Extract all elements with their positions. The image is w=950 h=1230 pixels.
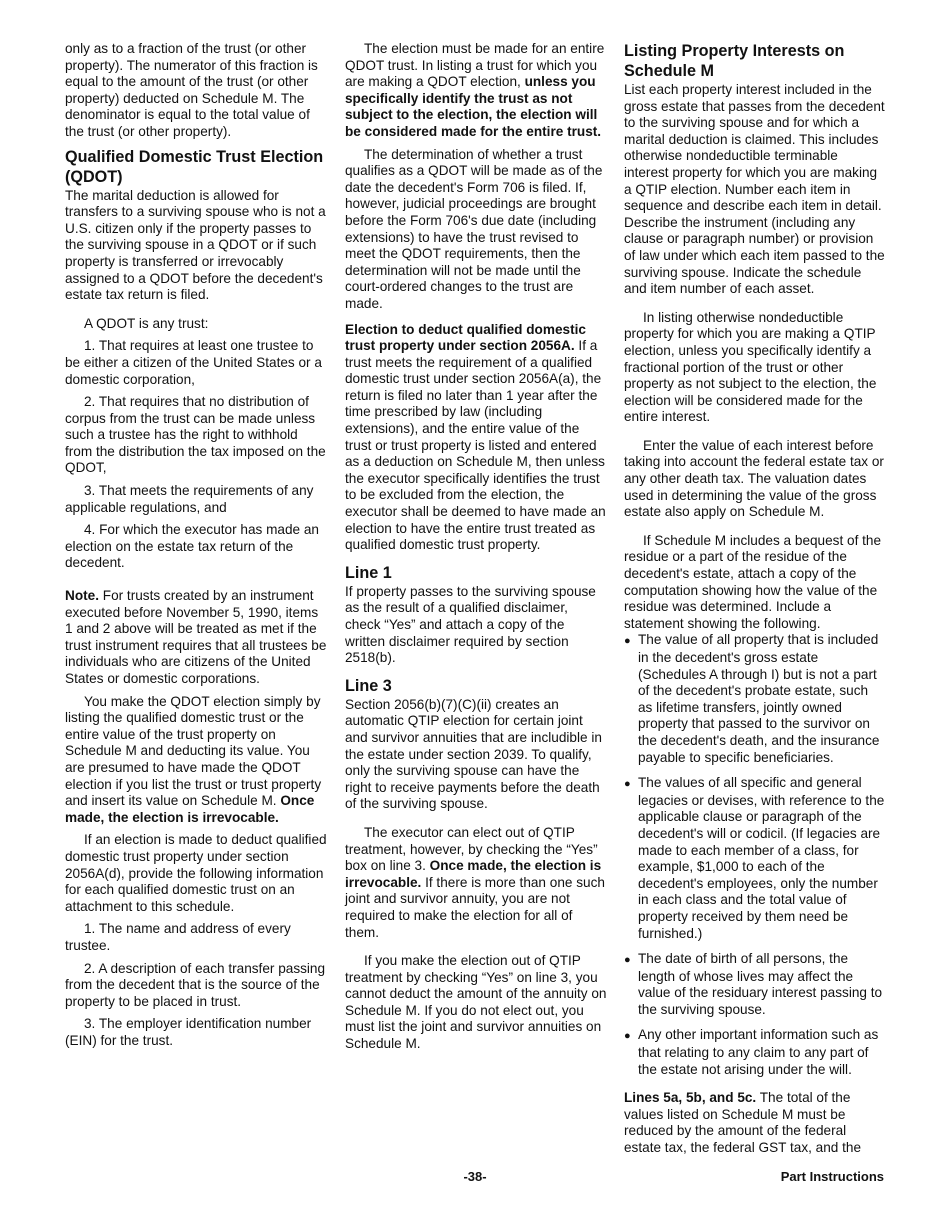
paragraph: only as to a fraction of the trust (or other property). The numerator of this fraction is equal to the amount of the trust (or other property) deducted on Schedule M. The denominator is equal to the total value of the trust (or other property). <box>65 41 318 139</box>
paragraph: In listing otherwise nondeductible property for which you are making a QTIP election, unless you specifically identify a fractional portion of the trust or other property as not subject to the election, the election will be considered made for the entire interest. <box>624 309 877 425</box>
list-item: 1. The name and address of every trustee. <box>65 921 291 953</box>
bullet-icon: ● <box>624 635 631 648</box>
list-item: 4. For which the executor has made an election on the estate tax return of the decedent. <box>65 522 319 571</box>
column-1 <box>65 41 327 1058</box>
note-paragraph <box>65 588 327 688</box>
paragraph <box>65 694 327 827</box>
paragraph: If Schedule M includes a bequest of the residue or a part of the residue of the decedent's estate, attach a copy of the computation showing how the value of the residue was determined. Include a statement showing the following. <box>624 532 882 631</box>
paragraph: Section 2056(b)(7)(C)(ii) creates an automatic QTIP election for certain joint and survivor annuities that are includible in the estate under section 2039. To qualify, only the surviving spouse can have the right to receive payments before the death of the surviving spouse. <box>345 696 602 812</box>
list-item: 3. That meets the requirements of any applicable regulations, and <box>65 483 314 515</box>
paragraph <box>624 1090 886 1156</box>
paragraph-text: The total of the values listed on Schedule M must be reduced by the amount of the federal estate tax, the federal GST tax, and the <box>624 1090 862 1156</box>
paragraph: If property passes to the surviving spouse as the result of a qualified disclaimer, check “Yes” and attach a copy of the written disclaimer required by section 2518(b). <box>345 583 596 666</box>
paragraph: The determination of whether a trust qualifies as a QDOT will be made as of the date the decedent's Form 706 is filed. If, however, judicial proceedings are brought before the Form 706's due date (including extensions) to have the trust revised to meet the QDOT requirements, then the determination will not be made until the court-ordered changes to the trust are made. <box>345 146 603 311</box>
paragraph-bold: Election to deduct qualified domestic trust property under section 2056A. <box>345 321 586 354</box>
paragraph: The marital deduction is allowed for transfers to a surviving spouse who is not a U.S. citizen only if the property passes to the surviving spouse in a QDOT or if such property is transferred or irrevocably assigned to a QDOT before the decedent's estate tax return is filed. <box>65 187 326 303</box>
bullet-icon: ● <box>624 1030 631 1043</box>
heading-qdot: Qualified Domestic Trust Election (QDOT) <box>65 147 324 186</box>
paragraph-bold: Once made, the election is irrevocable. <box>345 858 602 890</box>
bullet-icon: ● <box>624 954 631 967</box>
list-item <box>624 632 886 766</box>
bullet-text: The value of all property that is included in the decedent's gross estate (Schedules A through I) but is not a part of the decedent's probate estate, such as lifetime transfers, jointly owned property that passed to the survivor on the decedent's death, and the insurance payable to specific beneficiaries. <box>638 632 880 765</box>
heading-listing-property: Listing Property Interests on Schedule M <box>624 42 845 80</box>
paragraph: List each property interest included in the gross estate that passes from the decedent to the surviving spouse and for which a marital deduction is claimed. This includes otherwise nondeductible terminable interest property for which you are making a QTIP election. Number each item in sequence and describe each item in detail. Describe the instrument (including any clause or paragraph number) or provision of law under which each item passed to the surviving spouse. Indicate the schedule and item number of each asset. <box>624 82 885 297</box>
paragraph-bold: unless you specifically identify the trust as not subject to the election, the election will be considered made for the entire trust. <box>345 74 602 139</box>
paragraph: A QDOT is any trust: <box>84 315 209 331</box>
paragraph <box>345 41 607 141</box>
paragraph <box>345 825 607 941</box>
paragraph: If you make the election out of QTIP treatment by checking “Yes” on line 3, you cannot deduct the amount of the annuity on Schedule M. If you do not elect out, you must list the joint and survivor annuities on Schedule M. <box>345 953 607 1052</box>
list-item: 2. A description of each transfer passing from the decedent that is the source of the property to be placed in trust. <box>65 960 326 1009</box>
footer-section-label: Part Instructions <box>780 1169 884 1184</box>
paragraph <box>345 322 607 554</box>
note-text: For trusts created by an instrument executed before November 5, 1990, items 1 and 2 above will be treated as met if the trust instrument requires that all trustees be individuals who are citizens of the United States or domestic corporations. <box>65 588 327 686</box>
paragraph-text: The election must be made for an entire QDOT trust. In listing a trust for which you are making a QDOT election, <box>345 41 605 90</box>
column-3 <box>624 41 886 1166</box>
page-number: -38- <box>463 1169 487 1184</box>
bullet-icon: ● <box>624 778 631 791</box>
bullet-text: The date of birth of all persons, the length of whose lives may affect the value of the residuary interest passing to the surviving spouse. <box>638 951 883 1017</box>
list-item: 2. That requires that no distribution of corpus from the trust can be made unless such a trustee has the right to withhold from the distribution the tax imposed on the QDOT, <box>65 394 326 476</box>
paragraph-text: The executor can elect out of QTIP treatment, however, by checking the “Yes” box on line 3. <box>345 824 598 874</box>
paragraph: If an election is made to deduct qualified domestic trust property under section 2056A(d), provide the following information for each qualified domestic trust on an attachment to this schedule. <box>65 832 327 914</box>
heading-line-1: Line 1 <box>345 563 392 582</box>
list-item <box>624 1027 886 1078</box>
paragraph-bold: Lines 5a, 5b, and 5c. <box>624 1090 757 1106</box>
note-label: Note. <box>65 588 99 604</box>
list-item: 3. The employer identification number (EIN) for the trust. <box>65 1016 312 1048</box>
paragraph: Enter the value of each interest before taking into account the federal estate tax or any other death tax. The valuation dates used in determining the value of the gross estate also apply on Schedule M. <box>624 437 884 520</box>
paragraph-text: You make the QDOT election simply by listing the qualified domestic trust or the entire value of the trust property on Schedule M and deducting its value. You are presumed to have made the QDOT election if you list the trust or trust property and insert its value on Schedule M. <box>65 693 322 809</box>
list-item <box>624 951 886 1018</box>
list-item <box>624 775 886 942</box>
bullet-text: The values of all specific and general legacies or devises, with reference to the applicable clause or paragraph of the decedent's will or codicil. (If legacies are made to each member of a class, for example, $1,000 to each of the decedent's employees, only the number in each class and the total value of property received by them need be furnished.) <box>638 775 885 941</box>
paragraph-text: If a trust meets the requirement of a qualified domestic trust under section 2056A(a), the return is filed no later than 1 year after the time prescribed by law (including extensions), and the entire value of the trust or trust property is listed and entered as a deduction on Schedule M, then unless the executor specifically identifies the trust to be excluded from the election, the executor shall be deemed to have made an election to have the entire trust treated as qualified domestic trust property. <box>345 338 606 553</box>
column-2 <box>345 41 607 1062</box>
paragraph-bold: Once made, the election is irrevocable. <box>65 793 315 825</box>
list-item: 1. That requires at least one trustee to be either a citizen of the United States or a domestic corporation, <box>65 338 322 387</box>
heading-line-3: Line 3 <box>345 676 392 695</box>
bullet-text: Any other important information such as that relating to any claim to any part of the estate not arising under the will. <box>638 1027 879 1077</box>
paragraph-text: If there is more than one such joint and survivor annuity, you are not required to make the election for all of them. <box>345 874 605 940</box>
